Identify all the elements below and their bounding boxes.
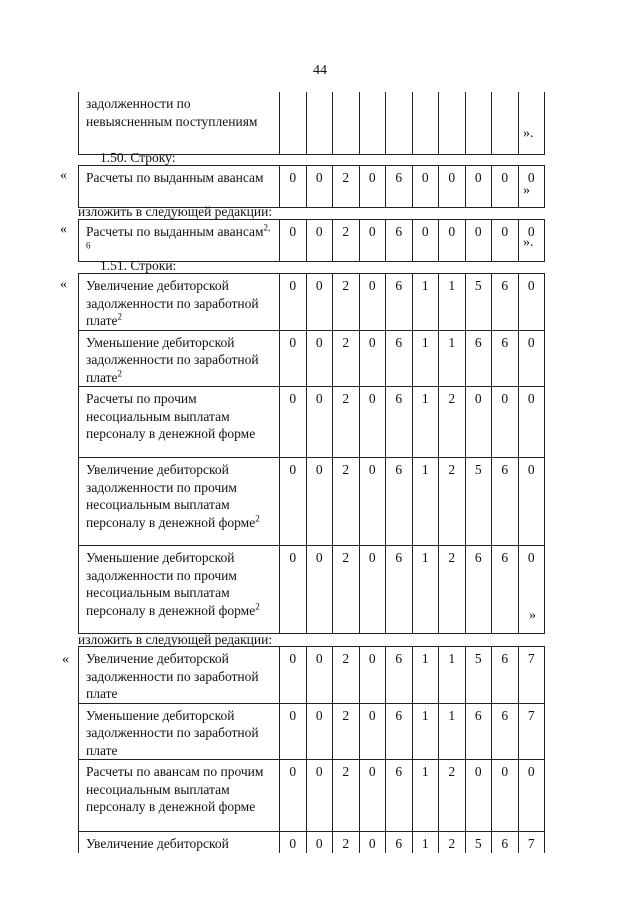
digit-cell: 6 (501, 462, 509, 477)
digit-cell: 0 (501, 764, 509, 779)
table-row (79, 703, 545, 760)
digit-cell: 0 (368, 278, 376, 293)
open-quote: « (60, 222, 67, 237)
digit-cell: 2 (342, 278, 350, 293)
digit-cell: 2 (342, 391, 350, 406)
row-label: Расчеты по выданным авансам (79, 166, 280, 208)
digit-cell: 0 (315, 224, 323, 239)
close-quote: » (529, 608, 536, 623)
footnote-ref: 2 (117, 368, 122, 378)
digit-cell: 0 (315, 764, 323, 779)
digit-cell: 6 (501, 707, 509, 723)
row-label: Расчеты по прочим несоциальным выплатам персоналу в денежной форме (79, 387, 280, 458)
open-quote: « (62, 652, 69, 667)
digit-cell: 6 (501, 836, 509, 851)
table-row (79, 274, 545, 331)
digit-cell: 6 (474, 707, 482, 723)
digit-cell: 0 (368, 836, 376, 851)
digit-cell: 6 (395, 224, 403, 239)
digit-cell: 6 (395, 836, 403, 851)
section-heading-1-51: 1.51. Строки: (100, 258, 177, 273)
digit-cell: 0 (501, 224, 509, 239)
table-1-51-old (78, 273, 545, 634)
digit-cell: 2 (342, 550, 350, 565)
digit-cell: 0 (315, 651, 323, 666)
digit-cell: 0 (289, 462, 297, 477)
digit-cell: 0 (315, 278, 323, 293)
digit-cell: 0 (368, 707, 376, 723)
digit-cell: 0 (315, 334, 323, 350)
digit-cell: 2 (342, 764, 350, 779)
row-label: Увеличение дебиторской (79, 832, 280, 853)
digit-cell: 1 (421, 334, 429, 350)
digit-cell: 7 (527, 836, 535, 851)
digit-cell: 0 (474, 391, 482, 406)
digit-cell: 0 (368, 224, 376, 239)
digit-cell: 6 (501, 550, 509, 565)
digit-cell: 0 (527, 334, 535, 350)
row-label: Уменьшение дебиторской задолженности по прочим несоциальным выплатам персоналу в денежной форме$^2$ (79, 546, 280, 634)
digit-cell: 0 (315, 707, 323, 723)
digit-cell: 1 (421, 462, 429, 477)
digit-cell: 1 (421, 651, 429, 666)
digit-cell: 0 (368, 764, 376, 779)
digit-cell: 0 (421, 170, 429, 185)
digit-cell: 0 (289, 836, 297, 851)
digit-cell: 0 (474, 764, 482, 779)
digit-cell: 0 (289, 550, 297, 565)
digit-cell: 0 (315, 391, 323, 406)
digit-cell: 6 (395, 334, 403, 350)
table-row (79, 458, 545, 546)
page-number: 44 (313, 63, 327, 78)
digit-cell: 1 (421, 764, 429, 779)
digit-cell: 0 (527, 764, 535, 779)
digit-cell: 2 (342, 836, 350, 851)
digit-cell: 0 (289, 278, 297, 293)
digit-cell: 0 (368, 550, 376, 565)
digit-cell: 0 (315, 550, 323, 565)
digit-cell: 6 (501, 651, 509, 666)
section-heading-1-50: 1.50. Строку: (100, 150, 176, 165)
digit-cell: 2 (342, 170, 350, 185)
digit-cell: 0 (368, 334, 376, 350)
digit-cell: 6 (395, 462, 403, 477)
footnote-ref: 2 (117, 311, 122, 322)
digit-cell: 1 (448, 707, 456, 723)
close-quote: ». (523, 235, 534, 250)
open-quote: « (60, 168, 67, 183)
row-label: задолженности по невыясненным поступлениям (79, 92, 280, 154)
table-continuation (78, 92, 545, 155)
digit-cell: 6 (501, 278, 509, 293)
digit-cell: 0 (421, 224, 429, 239)
row-label: Увеличение дебиторской задолженности по заработной плате$^2$ (79, 274, 280, 331)
digit-cell: 0 (289, 764, 297, 779)
digit-cell: 0 (501, 391, 509, 406)
footnote-ref: 2, 6 (86, 222, 271, 250)
table-row (79, 546, 545, 634)
digit-cell: 6 (395, 651, 403, 666)
footnote-ref: 2 (255, 601, 260, 611)
digit-cell: 5 (474, 836, 482, 851)
digit-cell: 1 (448, 278, 456, 293)
digit-cell: 2 (448, 391, 456, 406)
digit-cell: 2 (342, 334, 350, 350)
table-row (79, 647, 545, 704)
table-1-50-old (78, 165, 545, 208)
digit-cell: 0 (289, 707, 297, 723)
digit-cell: 0 (527, 462, 535, 477)
digit-cell: 0 (315, 462, 323, 477)
table-row (79, 760, 545, 832)
digit-cell: 0 (315, 170, 323, 185)
table-row (79, 387, 545, 458)
table-row (79, 92, 545, 154)
close-quote: » (523, 183, 530, 198)
digit-cell: 0 (368, 391, 376, 406)
digit-cell: 0 (289, 224, 297, 239)
digit-cell: 1 (421, 836, 429, 851)
row-label: Уменьшение дебиторской задолженности по заработной плате$^2$ (79, 330, 280, 387)
digit-cell: 6 (474, 334, 482, 350)
footnote-ref: 2 (255, 513, 260, 523)
row-label: Расчеты по выданным авансам$^{2, 6}$ (79, 220, 280, 262)
digit-cell: 1 (421, 278, 429, 293)
digit-cell: 6 (395, 707, 403, 723)
row-label: Расчеты по авансам по прочим несоциальным выплатам персоналу в денежной форме (79, 760, 280, 832)
row-label: Уменьшение дебиторской задолженности по заработной плате (79, 703, 280, 760)
digit-cell: 0 (289, 651, 297, 666)
digit-cell: 0 (527, 550, 535, 565)
digit-cell: 0 (368, 462, 376, 477)
table-1-50-new (78, 219, 545, 262)
digit-cell: 0 (448, 170, 456, 185)
digit-cell: 2 (448, 550, 456, 565)
digit-cell: 0 (289, 391, 297, 406)
digit-cell: 0 (527, 224, 535, 239)
digit-cell: 6 (501, 334, 509, 350)
digit-cell: 1 (448, 334, 456, 350)
digit-cell: 2 (342, 651, 350, 666)
digit-cell: 1 (421, 707, 429, 723)
digit-cell: 7 (527, 651, 535, 666)
digit-cell: 7 (527, 707, 535, 723)
table-row (79, 220, 545, 262)
digit-cell: 5 (474, 278, 482, 293)
edit-instruction-1: изложить в следующей редакции: (78, 204, 273, 219)
digit-cell: 1 (421, 391, 429, 406)
table-row (79, 330, 545, 387)
digit-cell: 5 (474, 651, 482, 666)
close-quote: ». (523, 126, 534, 141)
digit-cell: 2 (342, 224, 350, 239)
digit-cell: 5 (474, 462, 482, 477)
row-label: Увеличение дебиторской задолженности по прочим несоциальным выплатам персоналу в денежной форме$^2$ (79, 458, 280, 546)
digit-cell: 0 (368, 170, 376, 185)
digit-cell: 0 (448, 224, 456, 239)
digit-cell: 0 (501, 170, 509, 185)
digit-cell: 2 (448, 462, 456, 477)
digit-cell: 2 (448, 764, 456, 779)
digit-cell: 6 (474, 550, 482, 565)
digit-cell: 6 (395, 764, 403, 779)
open-quote: « (60, 277, 67, 292)
table-row (79, 166, 545, 208)
digit-cell: 2 (342, 462, 350, 477)
row-label: Увеличение дебиторской задолженности по заработной плате (79, 647, 280, 704)
digit-cell: 0 (527, 278, 535, 293)
table-row (79, 832, 545, 853)
digit-cell: 0 (527, 170, 535, 185)
digit-cell: 2 (448, 836, 456, 851)
table-1-51-new (78, 646, 545, 853)
digit-cell: 6 (395, 391, 403, 406)
digit-cell: 0 (474, 224, 482, 239)
digit-cell: 2 (342, 707, 350, 723)
edit-instruction-2: изложить в следующей редакции: (78, 632, 273, 647)
digit-cell: 6 (395, 170, 403, 185)
digit-cell: 6 (395, 278, 403, 293)
digit-cell: 6 (395, 550, 403, 565)
digit-cell: 0 (289, 334, 297, 350)
digit-cell: 0 (474, 170, 482, 185)
digit-cell: 0 (315, 836, 323, 851)
digit-cell: 0 (289, 170, 297, 185)
digit-cell: 0 (368, 651, 376, 666)
digit-cell: 1 (448, 651, 456, 666)
digit-cell: 0 (527, 391, 535, 406)
digit-cell: 1 (421, 550, 429, 565)
